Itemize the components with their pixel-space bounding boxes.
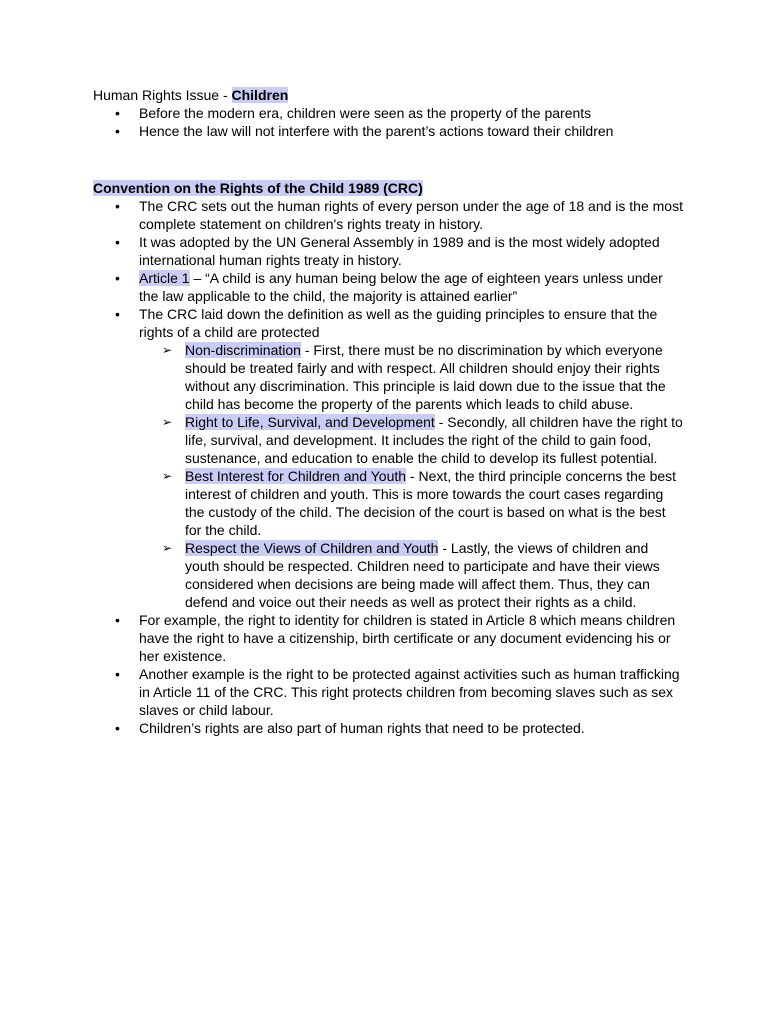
intro-list [93,104,683,140]
principles-intro: The CRC laid down the definition as well as the guiding principles to ensure that the rights of a child are protected [139,306,658,340]
page-title [93,86,683,104]
arrow-bullet-icon: ➢ [162,343,173,357]
principle-label: Best Interest for Children and Youth [185,468,407,484]
principle-item [93,413,683,467]
list-item: • For example, the right to identity for children is stated in Article 8 which means children have the right to have a citizenship, birth certificate or any document evidencing his or her existence. [93,611,683,665]
crc-list [93,197,683,737]
list-item-principles [93,305,683,611]
principle-label: Non-discrimination [185,342,301,358]
principle-text: - Next, the third principle concerns the best interest of children and youth. This is more towards the court cases regarding the custody of the child. The decision of the court is based on what is the best for the child. [185,468,677,538]
principle-text: - Secondly, all children have the right to life, survival, and development. It includes the right of the child to gain food, sustenance, and education to enable the child to develop its fullest potential. [185,414,683,466]
principles-list [139,341,683,611]
list-item-article-1 [93,269,683,305]
list-item: • The CRC sets out the human rights of every person under the age of 18 and is the most complete statement on children's rights treaty in history. [93,197,683,233]
section-heading-text: Convention on the Rights of the Child 1989 (CRC) [93,180,423,196]
principle-item [93,467,683,539]
principle-text: - First, there must be no discrimination by which everyone should be treated fairly and with respect. All children should enjoy their rights without any discrimination. This principle is laid down due to the issue that the child has become the property of the parents which leads to child abuse. [185,342,666,412]
article-1-text: – “A child is any human being below the age of eighteen years unless under the law applicable to the child, the majority is attained earlier” [139,270,663,304]
principle-item [93,539,683,611]
list-item: • Another example is the right to be protected against activities such as human trafficking in Article 11 of the CRC. This right protects children from becoming slaves such as sex slaves or child labour. [93,665,683,719]
title-prefix: Human Rights Issue - [93,87,232,103]
article-1-label: Article 1 [139,270,190,286]
arrow-bullet-icon: ➢ [162,469,173,483]
section-heading [93,179,683,197]
list-item: • Hence the law will not interfere with the parent’s actions toward their children [93,122,683,140]
arrow-bullet-icon: ➢ [162,541,173,555]
list-item: • Before the modern era, children were seen as the property of the parents [93,104,683,122]
principle-text: - Lastly, the views of children and youth should be respected. Children need to participate and have their views considered when decisions are being made will affect them. Thus, they can defend and voice out their needs as well as protect their rights as a child. [185,540,660,610]
title-topic: Children [231,87,289,103]
arrow-bullet-icon: ➢ [162,415,173,429]
list-item: • Children’s rights are also part of human rights that need to be protected. [93,719,683,737]
principle-label: Right to Life, Survival, and Development [185,414,435,430]
principle-item [93,341,683,413]
document-content [93,86,683,737]
principle-label: Respect the Views of Children and Youth [185,540,439,556]
list-item: • It was adopted by the UN General Assembly in 1989 and is the most widely adopted international human rights treaty in history. [93,233,683,269]
